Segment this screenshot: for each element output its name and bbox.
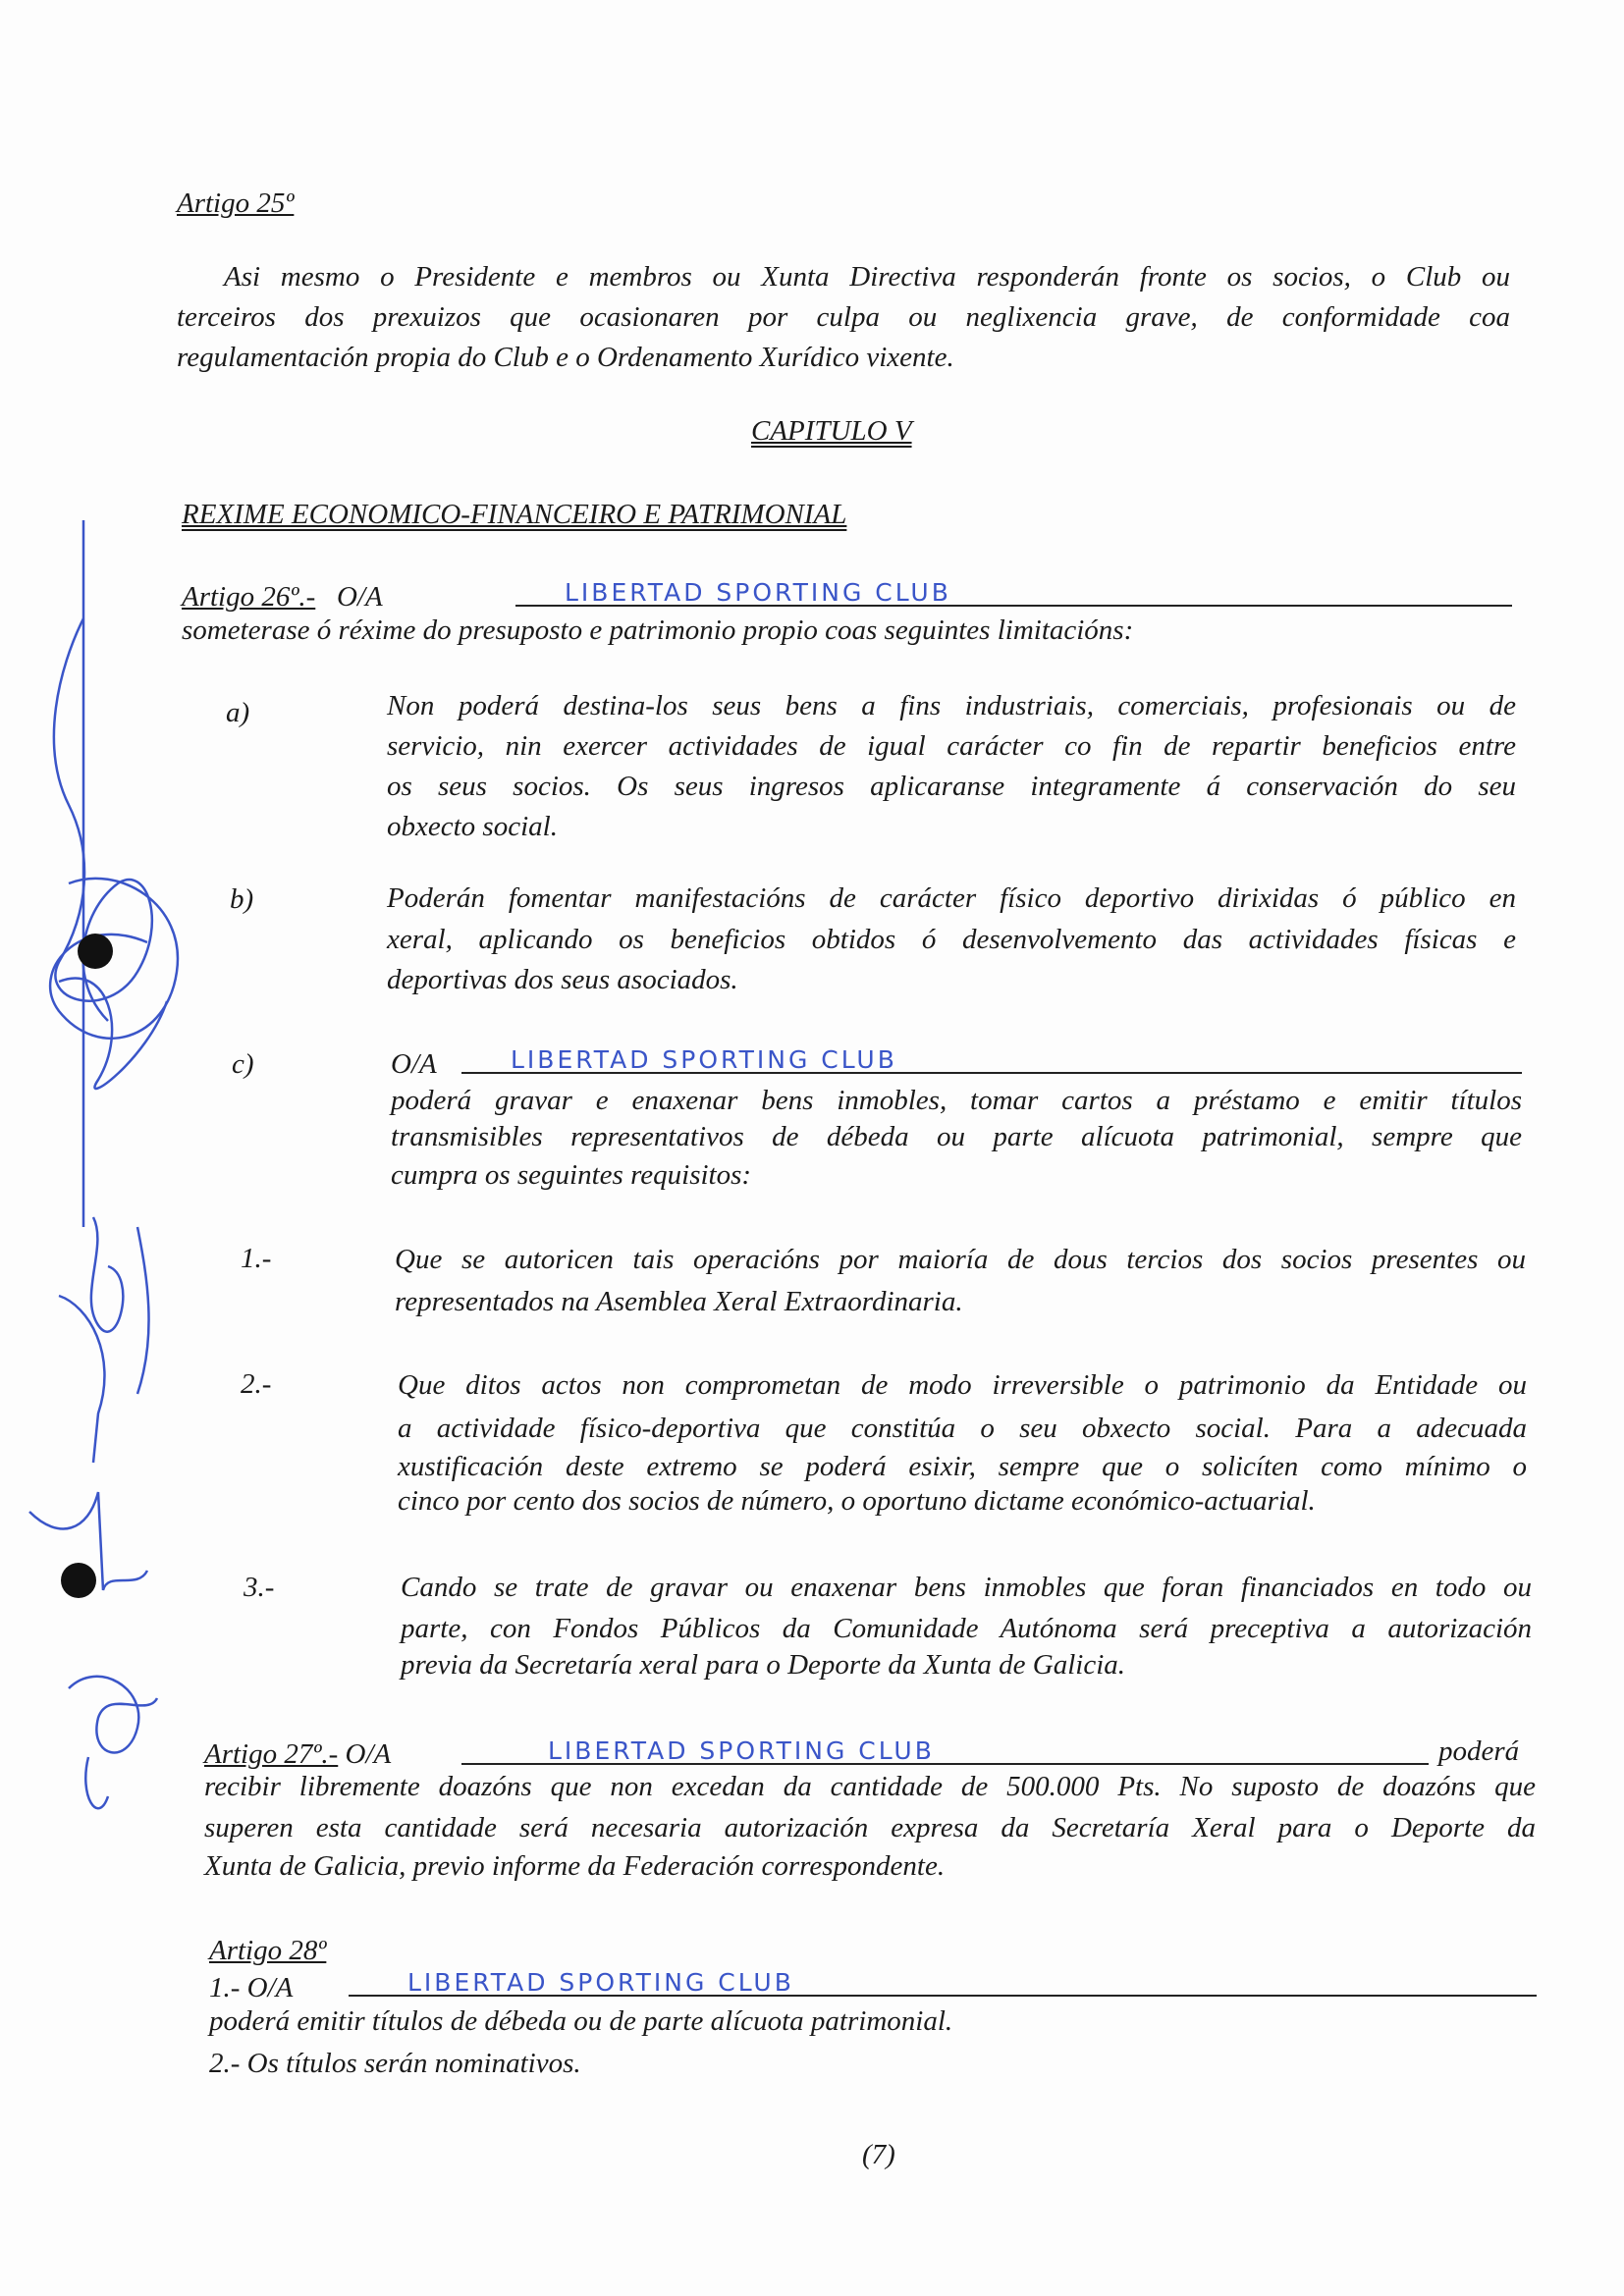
- article-27-heading: [204, 1740, 391, 1769]
- text-line: Asi mesmo o Presidente e membros ou Xunta Directiva responderán fronte os socios, o Club ou: [224, 261, 1510, 293]
- text-line: os seus socios. Os seus ingresos aplicaranse integramente á conservación do seu: [387, 771, 1516, 802]
- requirement-label: 2.-: [241, 1368, 272, 1400]
- oa-label: O/A: [337, 581, 383, 613]
- text-line: Que ditos actos non comprometan de modo irreversible o patrimonio da Entidade ou: [398, 1369, 1527, 1401]
- article-28-heading: Artigo 28º: [209, 1935, 327, 1966]
- text-line: poderá: [1438, 1735, 1520, 1767]
- page-number: (7): [862, 2139, 895, 2170]
- text-line: previa da Secretaría xeral para o Deporte da Xunta de Galicia.: [401, 1649, 1126, 1681]
- text-line: cinco por cento dos socios de número, o oportuno dictame económico-actuarial.: [398, 1485, 1316, 1517]
- club-name-field: [461, 1737, 1429, 1765]
- text-line: obxecto social.: [387, 811, 558, 842]
- heading-text: Artigo 27º.-: [204, 1738, 339, 1770]
- text-line: superen esta cantidade será necesaria autorización expresa da Secretaría Xeral para o Deporte da: [204, 1812, 1536, 1843]
- text-line: 2.- Os títulos serán nominativos.: [209, 2048, 581, 2079]
- text-line: parte, con Fondos Públicos da Comunidade Autónoma será preceptiva a autorización: [401, 1613, 1532, 1644]
- handwritten-club-name: LIBERTAD SPORTING CLUB: [511, 1045, 897, 1074]
- punch-hole: [78, 934, 113, 969]
- signature-scribbles: [29, 520, 196, 1808]
- text-line: xustificación deste extremo se poderá esixir, sempre que o solicíten como mínimo o: [398, 1451, 1527, 1482]
- text-line: a actividade físico-deportiva que constitúa o seu obxecto social. Para a adecuada: [398, 1413, 1527, 1444]
- chapter-subtitle: REXIME ECONOMICO-FINANCEIRO E PATRIMONIAL: [182, 499, 847, 530]
- oa-label: O/A: [345, 1738, 392, 1770]
- text-line: deportivas dos seus asociados.: [387, 964, 738, 995]
- article-26-heading: [182, 583, 383, 612]
- club-name-field: [461, 1046, 1522, 1074]
- text-line: terceiros dos prexuizos que ocasionaren por culpa ou neglixencia grave, de conformidade coa: [177, 301, 1510, 333]
- club-name-field: [515, 579, 1512, 607]
- text-line: Xunta de Galicia, previo informe da Federación correspondente.: [204, 1850, 946, 1882]
- handwritten-club-name: LIBERTAD SPORTING CLUB: [407, 1968, 794, 1997]
- text-line: transmisibles representativos de débeda ou parte alícuota patrimonial, sempre que: [391, 1121, 1522, 1152]
- chapter-title: CAPITULO V: [751, 415, 912, 447]
- item-label: 1.- O/A: [209, 1972, 294, 2003]
- punch-hole: [61, 1563, 96, 1598]
- oa-label: O/A: [391, 1048, 437, 1080]
- text-line: servicio, nin exercer actividades de igual carácter co fin de repartir beneficios entre: [387, 730, 1516, 762]
- text-line: cumpra os seguintes requisitos:: [391, 1159, 752, 1191]
- text-line: representados na Asemblea Xeral Extraordinaria.: [395, 1286, 963, 1317]
- text-line: poderá gravar e enaxenar bens inmobles, tomar cartos a préstamo e emitir títulos: [391, 1085, 1522, 1116]
- requirement-label: 3.-: [244, 1572, 275, 1603]
- text-line: Que se autoricen tais operacións por maioría de dous tercios dos socios presentes ou: [395, 1244, 1526, 1275]
- item-label-b: b): [230, 883, 254, 915]
- requirement-label: 1.-: [241, 1243, 272, 1274]
- handwritten-club-name: LIBERTAD SPORTING CLUB: [548, 1736, 935, 1765]
- handwritten-club-name: LIBERTAD SPORTING CLUB: [565, 578, 951, 607]
- text-line: poderá emitir títulos de débeda ou de parte alícuota patrimonial.: [209, 2005, 953, 2037]
- text-line: Poderán fomentar manifestacións de carácter físico deportivo dirixidas ó público en: [387, 882, 1516, 914]
- text-line: Cando se trate de gravar ou enaxenar bens inmobles que foran financiados en todo ou: [401, 1572, 1532, 1603]
- text-line: Non poderá destina-los seus bens a fins industriais, comerciais, profesionais ou de: [387, 690, 1516, 721]
- article-25-line: regulamentación propia do Club e o Ordenamento Xurídico vixente.: [177, 342, 954, 373]
- item-label-c: c): [232, 1048, 254, 1080]
- text-line: recibir libremente doazóns que non excedan da cantidade de 500.000 Pts. No suposto de doazóns que: [204, 1771, 1536, 1802]
- text-line: xeral, aplicando os beneficios obtidos ó desenvolvemento das actividades físicas e: [387, 924, 1516, 955]
- article-26-intro: someterase ó réxime do presuposto e patrimonio propio coas seguintes limitacións:: [182, 614, 1134, 646]
- heading-text: Artigo 26º.-: [182, 581, 316, 613]
- article-25-heading: Artigo 25º: [177, 187, 295, 219]
- club-name-field: [349, 1969, 1537, 1997]
- margin-signatures: [0, 0, 196, 2296]
- item-label-a: a): [226, 697, 250, 728]
